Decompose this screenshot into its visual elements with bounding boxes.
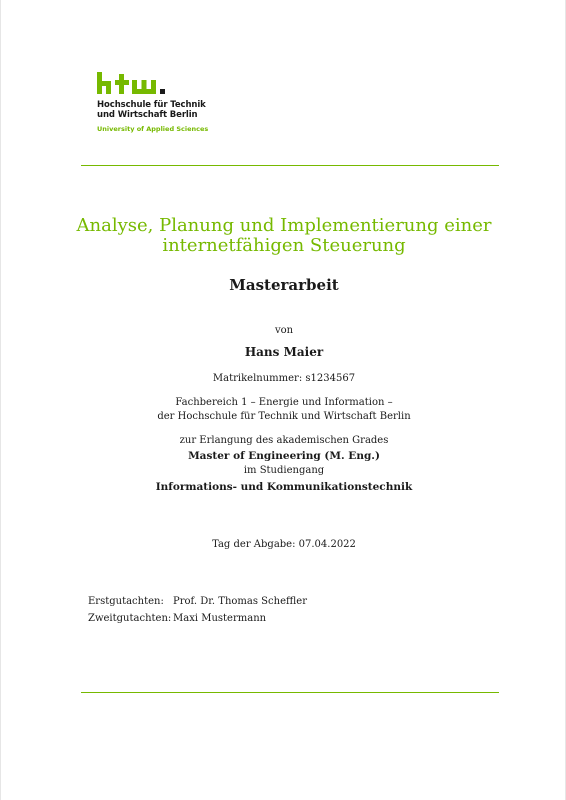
examiners-list — [88, 593, 307, 627]
logo-tagline: University of Applied Sciences — [97, 125, 209, 133]
examiner-label: Zweitgutachten: — [88, 613, 172, 624]
bottom-divider — [81, 692, 499, 693]
title-line1: Analyse, Planung und Implementierung einer — [76, 215, 492, 236]
program-name: Informations- und Kommunikationstechnik — [155, 481, 413, 493]
author-name: Hans Maier — [244, 345, 324, 359]
top-divider — [81, 165, 499, 166]
examiner-row-second — [88, 610, 307, 627]
examiner-name: Prof. Dr. Thomas Scheffler — [173, 596, 307, 607]
faculty-line1: Fachbereich 1 – Energie und Information – — [175, 397, 393, 408]
examiner-label: Erstgutachten: — [88, 596, 164, 607]
program-intro: im Studiengang — [243, 465, 325, 476]
university-logo — [97, 72, 257, 133]
examiner-name: Maxi Mustermann — [173, 613, 267, 624]
htw-logo-icon — [97, 72, 169, 96]
logo-name-line2: und Wirtschaft Berlin — [97, 110, 198, 120]
by-label: von — [274, 325, 294, 336]
degree-name: Master of Engineering (M. Eng.) — [188, 450, 380, 462]
faculty-line2: der Hochschule für Technik und Wirtschaft Berlin — [157, 411, 411, 422]
thesis-title — [61, 216, 507, 256]
examiner-row-first — [88, 593, 307, 610]
title-line2: internetfähigen Steuerung — [162, 235, 406, 256]
logo-name-line1: Hochschule für Technik — [97, 100, 206, 110]
student-id: Matrikelnummer: s1234567 — [212, 373, 356, 384]
thesis-type: Masterarbeit — [229, 276, 339, 294]
degree-intro: zur Erlangung des akademischen Grades — [179, 435, 389, 446]
submission-date: Tag der Abgabe: 07.04.2022 — [212, 539, 356, 550]
